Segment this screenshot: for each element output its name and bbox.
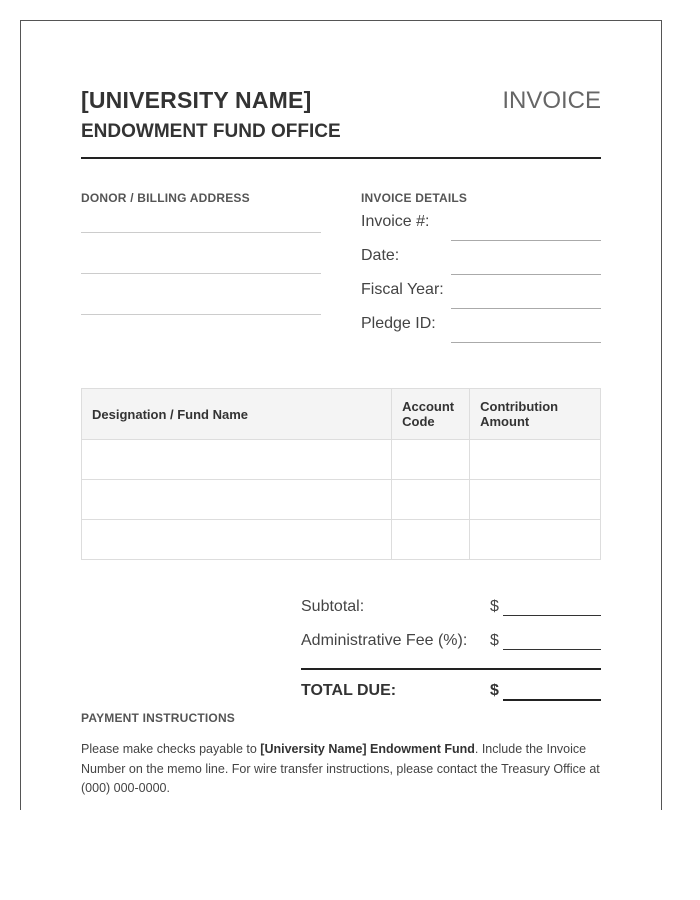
table-row — [82, 440, 601, 480]
subtotal-label: Subtotal: — [301, 598, 365, 615]
column-header-contribution-amount: Contribution Amount — [470, 389, 601, 440]
invoice-details-label: INVOICE DETAILS — [361, 191, 468, 205]
table-cell-designation[interactable] — [82, 520, 392, 560]
column-header-designation: Designation / Fund Name — [82, 389, 392, 440]
table-cell-account-code[interactable] — [392, 520, 470, 560]
table-cell-account-code[interactable] — [392, 480, 470, 520]
table-cell-account-code[interactable] — [392, 440, 470, 480]
date-field[interactable] — [451, 274, 601, 275]
pledge-id-field[interactable] — [451, 342, 601, 343]
payment-instructions-text — [81, 740, 601, 799]
admin-fee-label: Administrative Fee (%): — [301, 632, 468, 649]
table-cell-designation[interactable] — [82, 440, 392, 480]
invoice-number-label: Invoice #: — [361, 213, 430, 230]
fiscal-year-row — [361, 281, 601, 309]
header-divider — [81, 157, 601, 159]
invoice-number-field[interactable] — [451, 240, 601, 241]
address-line-3[interactable] — [81, 314, 321, 315]
table-cell-amount[interactable] — [470, 480, 601, 520]
table-row — [82, 480, 601, 520]
total-due-field[interactable] — [503, 699, 601, 701]
payment-text-before: Please make checks payable to — [81, 742, 261, 756]
office-name: ENDOWMENT FUND OFFICE — [81, 121, 341, 142]
total-due-currency: $ — [490, 682, 499, 699]
payment-instructions-label: PAYMENT INSTRUCTIONS — [81, 711, 236, 725]
university-name: [UNIVERSITY NAME] — [81, 87, 312, 113]
pledge-id-label: Pledge ID: — [361, 315, 436, 332]
fiscal-year-field[interactable] — [451, 308, 601, 309]
invoice-number-row — [361, 213, 601, 241]
table-header-row — [82, 389, 601, 440]
date-row — [361, 247, 601, 275]
fiscal-year-label: Fiscal Year: — [361, 281, 444, 298]
invoice-page — [20, 20, 662, 810]
admin-fee-field[interactable] — [503, 649, 601, 650]
column-header-account-code: Account Code — [392, 389, 470, 440]
donor-section-label: DONOR / BILLING ADDRESS — [81, 191, 250, 205]
address-line-2[interactable] — [81, 273, 321, 274]
address-line-1[interactable] — [81, 232, 321, 233]
subtotal-currency: $ — [490, 598, 499, 615]
total-due-label: TOTAL DUE: — [301, 682, 397, 699]
table-cell-amount[interactable] — [470, 440, 601, 480]
table-cell-amount[interactable] — [470, 520, 601, 560]
payment-payee: [University Name] Endowment Fund — [260, 742, 475, 756]
table-row — [82, 520, 601, 560]
table-cell-designation[interactable] — [82, 480, 392, 520]
contribution-table — [81, 388, 601, 560]
totals-divider — [301, 668, 601, 670]
subtotal-field[interactable] — [503, 615, 601, 616]
payment-text-after: . Include the Invoice Number on the memo line. For wire transfer instructions, please contact the Treasury Office at (000) 000-0000. — [81, 742, 600, 795]
admin-fee-currency: $ — [490, 632, 499, 649]
date-label: Date: — [361, 247, 400, 264]
invoice-title: INVOICE — [502, 87, 601, 114]
pledge-id-row — [361, 315, 601, 343]
